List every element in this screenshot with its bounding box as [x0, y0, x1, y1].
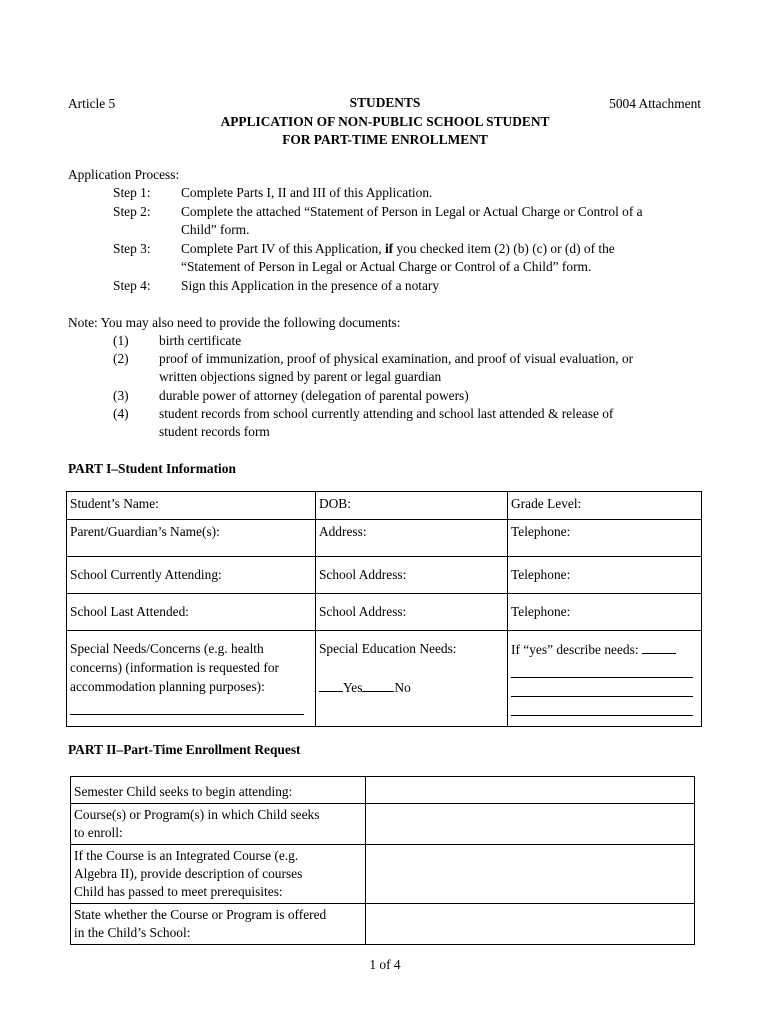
step-1-text: Complete Parts I, II and III of this Application.	[181, 185, 433, 200]
note-4-text	[159, 405, 700, 442]
table-row	[71, 904, 695, 945]
step-1-label: Step 1:	[113, 185, 151, 200]
courses-label-line-2: to enroll:	[74, 825, 123, 840]
integrated-label-line-1: If the Course is an Integrated Course (e.g.	[74, 848, 299, 863]
courses-input-cell[interactable]	[365, 804, 694, 845]
step-2-line-1: Complete the attached “Statement of Person in Legal or Actual Charge or Control of a	[181, 204, 643, 219]
note-2-line-1: proof of immunization, proof of physical examination, and proof of visual evaluation, or	[159, 351, 634, 366]
note-2-num: (2)	[113, 351, 129, 366]
describe-needs-blank[interactable]	[642, 639, 676, 654]
address-cell[interactable]: Address:	[315, 520, 507, 557]
table-row	[71, 845, 695, 904]
semester-input-cell[interactable]	[365, 777, 694, 804]
step-4-label: Step 4:	[113, 278, 151, 293]
parent-name-cell[interactable]: Parent/Guardian’s Name(s):	[67, 520, 316, 557]
note-4-line-1: student records from school currently attending and school last attended & release of	[159, 406, 614, 421]
describe-needs-cell[interactable]	[508, 631, 702, 727]
yes-label: Yes	[342, 680, 363, 695]
step-3-line-1	[181, 240, 700, 258]
note-3-num: (3)	[113, 388, 129, 403]
integrated-label-cell	[71, 845, 366, 904]
telephone-cell[interactable]: Telephone:	[508, 520, 702, 557]
describe-needs-line-3[interactable]	[511, 697, 693, 716]
table-row	[67, 492, 702, 520]
special-ed-label: Special Education Needs:	[318, 641, 457, 656]
title-line-2: APPLICATION OF NON-PUBLIC SCHOOL STUDENT	[220, 114, 550, 129]
step-3-line-2: “Statement of Person in Legal or Actual Charge or Control of a Child” form.	[181, 259, 592, 275]
integrated-label-line-3: Child has passed to meet prerequisites:	[74, 884, 283, 899]
offered-label-line-2: in the Child’s School:	[74, 925, 191, 940]
special-needs-line-1: Special Needs/Concerns (e.g. health	[70, 641, 264, 656]
note-2-text	[159, 350, 700, 387]
step-2-label: Step 2:	[113, 204, 151, 219]
note-4-num: (4)	[113, 406, 129, 421]
no-label: No	[394, 680, 411, 695]
courses-label-line-1: Course(s) or Program(s) in which Child seeks	[74, 807, 320, 822]
step-3-label: Step 3:	[113, 241, 151, 256]
title-line-1: STUDENTS	[349, 95, 421, 110]
grade-level-cell[interactable]: Grade Level:	[508, 492, 702, 520]
describe-needs-label: If “yes” describe needs:	[511, 642, 639, 657]
semester-label-cell: Semester Child seeks to begin attending:	[71, 777, 366, 804]
table-row	[67, 631, 702, 727]
step-3-pre: Complete Part IV of this Application,	[181, 241, 385, 256]
table-row	[67, 594, 702, 631]
table-row	[67, 557, 702, 594]
enrollment-request-table	[70, 776, 695, 945]
note-3-text: durable power of attorney (delegation of parental powers)	[159, 388, 469, 403]
note-intro: Note: You may also need to provide the following documents:	[68, 315, 401, 330]
page-number: 1 of 4	[369, 957, 401, 972]
step-3-text	[181, 240, 700, 277]
integrated-label-line-2: Algebra II), provide description of courses	[74, 866, 303, 881]
table-row	[71, 804, 695, 845]
step-2-line-2: Child” form.	[181, 222, 250, 238]
process-heading: Application Process:	[68, 167, 180, 182]
offered-label-line-1: State whether the Course or Program is offered	[74, 907, 327, 922]
no-blank[interactable]	[362, 677, 394, 692]
step-3-post: you checked item (2) (b) (c) or (d) of the	[393, 241, 615, 256]
table-row	[71, 777, 695, 804]
special-needs-line-3: accommodation planning purposes):	[70, 679, 265, 694]
note-4-line-2: student records form	[159, 424, 270, 440]
part2-heading: PART II–Part-Time Enrollment Request	[68, 742, 301, 757]
describe-needs-row	[511, 639, 698, 659]
school-address-cell[interactable]: School Address:	[315, 557, 507, 594]
student-name-cell[interactable]: Student’s Name:	[67, 492, 316, 520]
offered-label-cell	[71, 904, 366, 945]
title-line-3: FOR PART-TIME ENROLLMENT	[282, 132, 488, 147]
yes-no-row	[319, 677, 504, 697]
special-needs-line-2: concerns) (information is requested for	[70, 660, 279, 675]
school-address-cell-2[interactable]: School Address:	[315, 594, 507, 631]
telephone-cell-2[interactable]: Telephone:	[508, 557, 702, 594]
school-last-cell[interactable]: School Last Attended:	[67, 594, 316, 631]
note-2-line-2: written objections signed by parent or legal guardian	[159, 369, 442, 385]
describe-needs-line-2[interactable]	[511, 678, 693, 697]
offered-input-cell[interactable]	[365, 904, 694, 945]
integrated-input-cell[interactable]	[365, 845, 694, 904]
part1-heading: PART I–Student Information	[68, 461, 236, 476]
step-3-bold: if	[384, 241, 394, 256]
yes-blank[interactable]	[319, 677, 343, 692]
table-row	[67, 520, 702, 557]
article-label: Article 5	[68, 96, 116, 111]
dob-cell[interactable]: DOB:	[315, 492, 507, 520]
note-1-num: (1)	[113, 333, 129, 348]
school-current-cell[interactable]: School Currently Attending:	[67, 557, 316, 594]
step-2-text	[181, 203, 700, 240]
courses-label-cell	[71, 804, 366, 845]
telephone-cell-3[interactable]: Telephone:	[508, 594, 702, 631]
note-1-text: birth certificate	[159, 333, 242, 348]
special-ed-cell[interactable]	[315, 631, 507, 727]
special-needs-cell[interactable]	[67, 631, 316, 727]
describe-needs-line-1[interactable]	[511, 659, 693, 678]
step-4-text: Sign this Application in the presence of a notary	[181, 278, 440, 293]
attachment-label: 5004 Attachment	[609, 96, 701, 111]
student-info-table	[66, 491, 702, 727]
special-needs-fill-line[interactable]	[70, 696, 304, 715]
